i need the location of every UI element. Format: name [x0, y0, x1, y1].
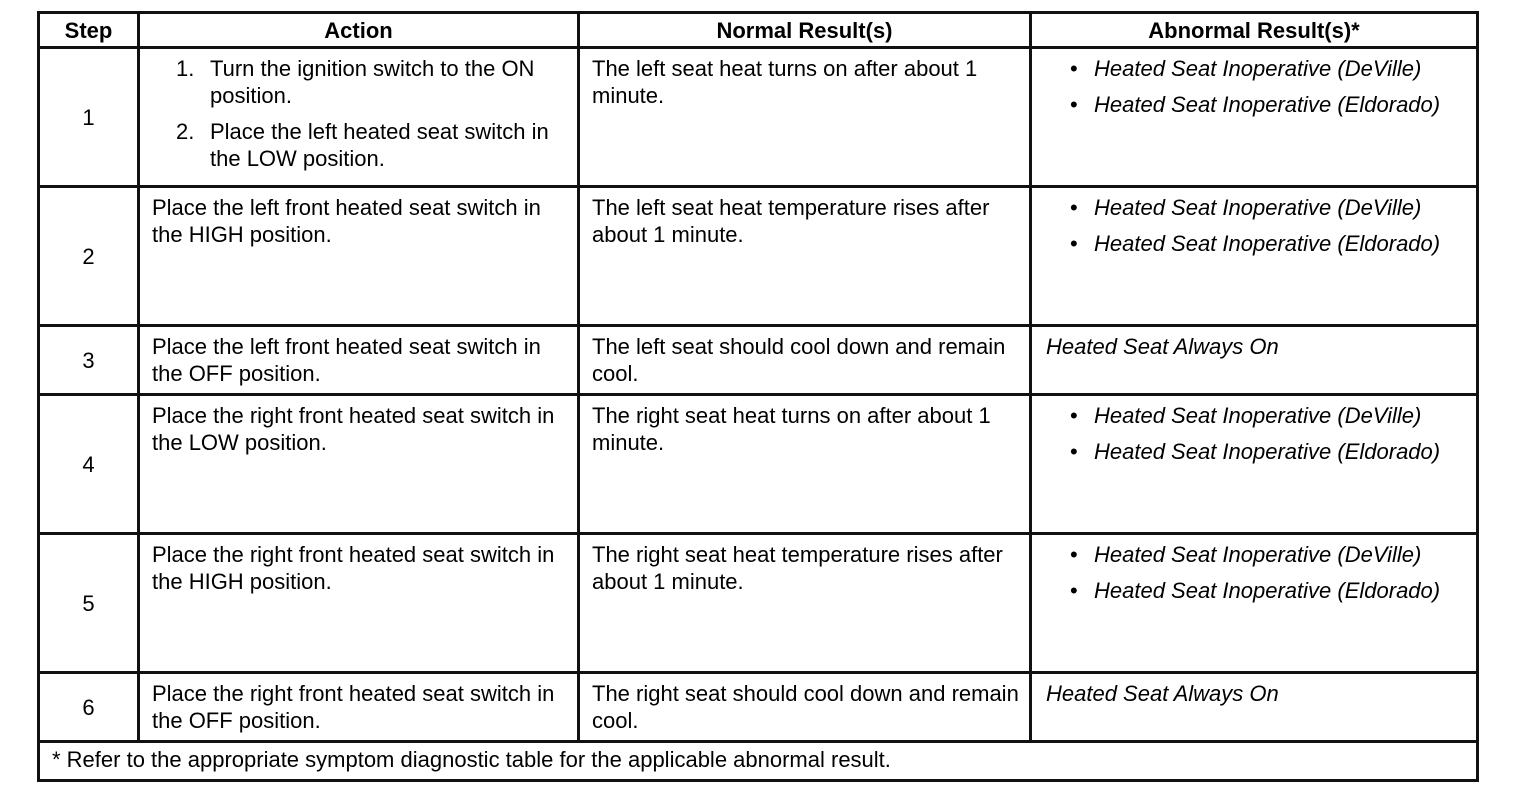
action-cell: Place the right front heated seat switch in the OFF position. [139, 673, 579, 742]
abnormal-list [1046, 194, 1466, 257]
action-step-text: Place the left heated seat switch in the LOW position. [210, 119, 549, 171]
list-item [1046, 55, 1466, 82]
table-row [39, 673, 1478, 742]
table-row [39, 326, 1478, 395]
footnote: * Refer to the appropriate symptom diagnostic table for the applicable abnormal result. [39, 742, 1478, 781]
table-row [39, 187, 1478, 326]
normal-result: The right seat heat turns on after about 1 minute. [579, 395, 1031, 534]
abnormal-link-text: Heated Seat Inoperative (DeVille) [1094, 56, 1422, 81]
step-number: 2 [39, 187, 139, 326]
list-item [1046, 230, 1466, 257]
action-cell: Place the right front heated seat switch in the LOW position. [139, 395, 579, 534]
action-cell [139, 48, 579, 187]
bullet-icon: • [1070, 403, 1078, 428]
step-number: 5 [39, 534, 139, 673]
abnormal-list [1046, 402, 1466, 465]
list-item [1046, 577, 1466, 604]
diagnostic-table [37, 11, 1479, 782]
table-row [39, 395, 1478, 534]
abnormal-result-cell [1031, 187, 1478, 326]
action-cell: Place the left front heated seat switch in the HIGH position. [139, 187, 579, 326]
bullet-icon: • [1070, 195, 1078, 220]
header-step: Step [39, 13, 139, 48]
abnormal-result-cell [1031, 395, 1478, 534]
step-number: 3 [39, 326, 139, 395]
footnote-row [39, 742, 1478, 781]
abnormal-link-text: Heated Seat Inoperative (DeVille) [1094, 542, 1422, 567]
bullet-icon: • [1070, 439, 1078, 464]
abnormal-link-text: Heated Seat Inoperative (Eldorado) [1094, 231, 1441, 256]
bullet-icon: • [1070, 56, 1078, 81]
bullet-icon: • [1070, 542, 1078, 567]
list-number: 1. [176, 56, 195, 81]
abnormal-link-text: Heated Seat Inoperative (DeVille) [1094, 195, 1422, 220]
step-number: 6 [39, 673, 139, 742]
step-number: 4 [39, 395, 139, 534]
list-item [1046, 438, 1466, 465]
abnormal-result-cell: Heated Seat Always On [1031, 326, 1478, 395]
action-step-text: Turn the ignition switch to the ON position. [210, 56, 535, 108]
header-normal-results: Normal Result(s) [579, 13, 1031, 48]
normal-result: The left seat should cool down and remain cool. [579, 326, 1031, 395]
bullet-icon: • [1070, 92, 1078, 117]
list-number: 2. [176, 119, 195, 144]
bullet-icon: • [1070, 578, 1078, 603]
abnormal-result-cell [1031, 534, 1478, 673]
abnormal-link-text: Heated Seat Inoperative (Eldorado) [1094, 439, 1441, 464]
action-cell: Place the right front heated seat switch in the HIGH position. [139, 534, 579, 673]
abnormal-list [1046, 55, 1466, 118]
table-row [39, 48, 1478, 187]
list-item [152, 118, 567, 172]
abnormal-link-text: Heated Seat Inoperative (Eldorado) [1094, 92, 1441, 117]
normal-result: The right seat heat temperature rises after about 1 minute. [579, 534, 1031, 673]
header-action: Action [139, 13, 579, 48]
table-row [39, 534, 1478, 673]
list-item [1046, 194, 1466, 221]
abnormal-list [1046, 541, 1466, 604]
step-number: 1 [39, 48, 139, 187]
normal-result: The left seat heat turns on after about 1 minute. [579, 48, 1031, 187]
list-item [152, 55, 567, 109]
action-steps-list [152, 55, 567, 172]
table-header-row [39, 13, 1478, 48]
normal-result: The left seat heat temperature rises after about 1 minute. [579, 187, 1031, 326]
list-item [1046, 402, 1466, 429]
list-item [1046, 541, 1466, 568]
action-cell: Place the left front heated seat switch in the OFF position. [139, 326, 579, 395]
list-item [1046, 91, 1466, 118]
abnormal-result-cell [1031, 48, 1478, 187]
abnormal-link-text: Heated Seat Inoperative (DeVille) [1094, 403, 1422, 428]
abnormal-link-text: Heated Seat Inoperative (Eldorado) [1094, 578, 1441, 603]
header-abnormal-results: Abnormal Result(s)* [1031, 13, 1478, 48]
normal-result: The right seat should cool down and remain cool. [579, 673, 1031, 742]
abnormal-result-cell: Heated Seat Always On [1031, 673, 1478, 742]
bullet-icon: • [1070, 231, 1078, 256]
